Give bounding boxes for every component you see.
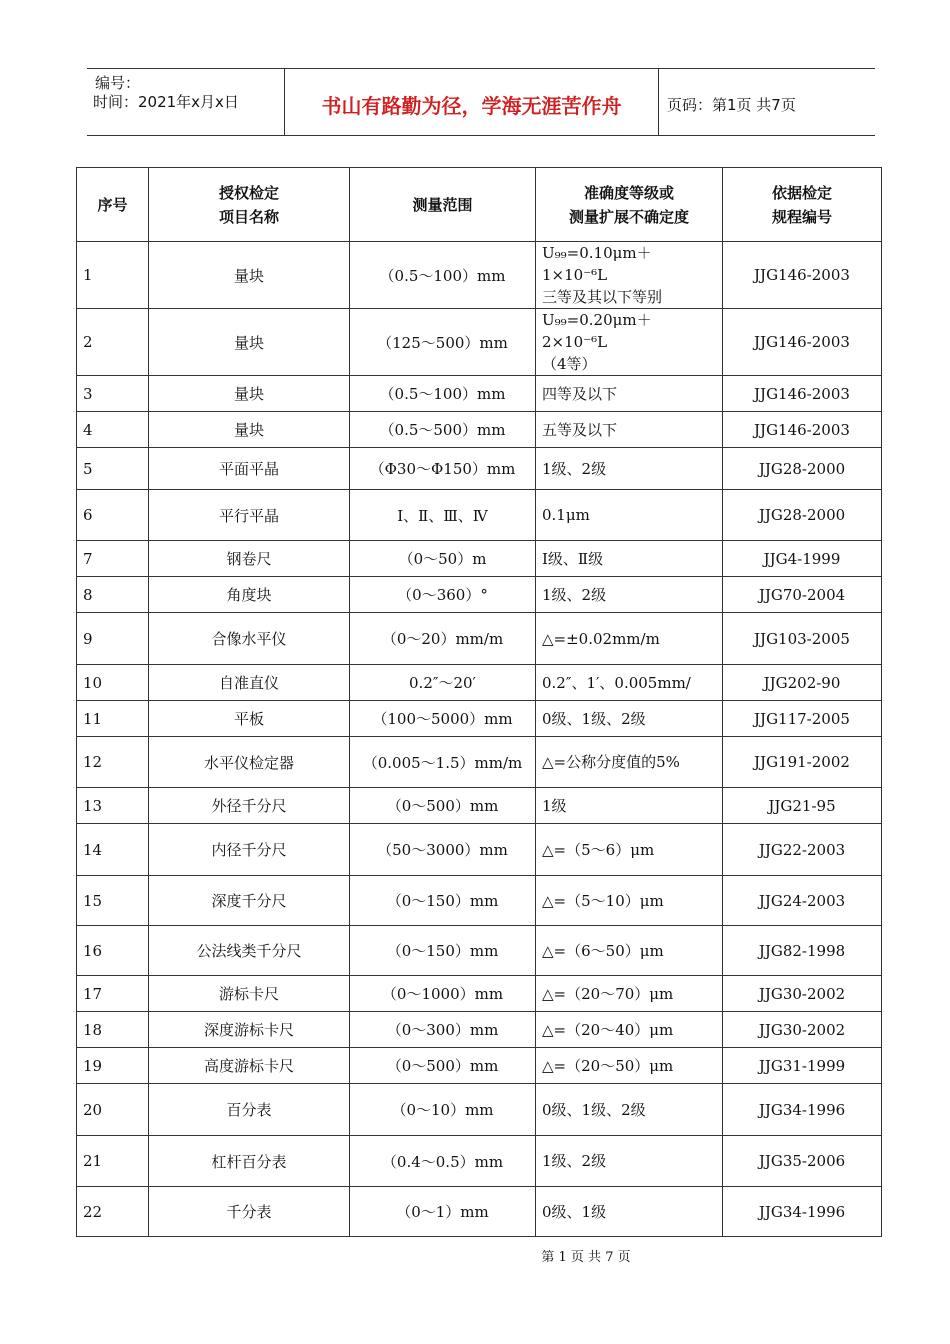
table-row [77,1084,882,1136]
row-number: 18 [77,1012,149,1048]
table-row [77,577,882,613]
table-row [77,1187,882,1237]
item-name: 钢卷尺 [149,541,350,577]
item-name: 量块 [149,412,350,448]
accuracy-line: 三等及其以下等别 [542,288,663,306]
header-meta [87,69,285,135]
row-number: 1 [77,242,149,309]
accuracy-line: 0级、1级、2级 [542,1100,646,1119]
header-name: 授权检定 项目名称 [149,168,350,242]
item-name: 量块 [149,376,350,412]
table-row [77,309,882,376]
accuracy [536,577,723,613]
row-number: 7 [77,541,149,577]
accuracy [536,412,723,448]
standard-code: JJG4-1999 [723,541,882,577]
measurement-range: （0.5～500）mm [350,412,536,448]
measurement-range: （50～3000）mm [350,824,536,876]
row-number: 9 [77,613,149,665]
accuracy-line: △=（5～10）μm [542,891,664,910]
page-header [87,68,875,136]
accuracy-line: △=（20～70）μm [542,984,674,1003]
accuracy-line: 五等及以下 [542,420,618,439]
measurement-range: （0～150）mm [350,926,536,976]
accuracy-line: △=（20～50）μm [542,1056,674,1075]
table-row [77,448,882,490]
item-name: 杠杆百分表 [149,1136,350,1187]
accuracy-line: U₉₉=0.20μm＋2×10⁻⁶L [542,311,652,351]
accuracy [536,490,723,541]
item-name: 量块 [149,242,350,309]
table-header-row [77,168,882,242]
standard-code: JJG117-2005 [723,701,882,737]
measurement-range: （0～300）mm [350,1012,536,1048]
header-no: 序号 [77,168,149,242]
measurement-range: （0～500）mm [350,788,536,824]
measurement-range: （Φ30～Φ150）mm [350,448,536,490]
standard-code: JJG146-2003 [723,309,882,376]
standard-code: JJG21-95 [723,788,882,824]
number-label: 编号： [95,74,141,92]
accuracy [536,824,723,876]
measurement-range: （0.5～100）mm [350,376,536,412]
row-number: 16 [77,926,149,976]
row-number: 6 [77,490,149,541]
row-number: 8 [77,577,149,613]
table-row [77,541,882,577]
accuracy [536,541,723,577]
item-name: 游标卡尺 [149,976,350,1012]
standard-code: JJG191-2002 [723,737,882,788]
measurement-range: （0～1000）mm [350,976,536,1012]
measurement-range: （0.5～100）mm [350,242,536,309]
accuracy-line: 1级、2级 [542,459,607,478]
measurement-range: （0～50）m [350,541,536,577]
accuracy-line: △=±0.02mm/m [542,629,660,648]
accuracy [536,448,723,490]
table-row [77,1012,882,1048]
item-name: 高度游标卡尺 [149,1048,350,1084]
measurement-range: （0～150）mm [350,876,536,926]
accuracy-line: （4等） [542,355,597,373]
accuracy [536,737,723,788]
accuracy [536,788,723,824]
item-name: 百分表 [149,1084,350,1136]
standard-code: JJG70-2004 [723,577,882,613]
standard-code: JJG202-90 [723,665,882,701]
table-row [77,412,882,448]
row-number: 17 [77,976,149,1012]
row-number: 5 [77,448,149,490]
accuracy [536,613,723,665]
measurement-range: （0～10）mm [350,1084,536,1136]
row-number: 22 [77,1187,149,1237]
table-row [77,242,882,309]
item-name: 自准直仪 [149,665,350,701]
accuracy-line: 1级、2级 [542,1152,607,1170]
row-number: 4 [77,412,149,448]
item-name: 内径千分尺 [149,824,350,876]
item-name: 水平仪检定器 [149,737,350,788]
row-number: 13 [77,788,149,824]
header-range: 测量范围 [350,168,536,242]
row-number: 11 [77,701,149,737]
table-row [77,876,882,926]
item-name: 平行平晶 [149,490,350,541]
time-label: 时间：2021年x月x日 [93,93,239,111]
standard-code: JJG35-2006 [723,1136,882,1187]
accuracy [536,242,723,309]
row-number: 12 [77,737,149,788]
accuracy-line: Ⅰ级、Ⅱ级 [542,549,604,568]
table-row [77,1136,882,1187]
standard-code: JJG146-2003 [723,412,882,448]
measurement-range: （0～500）mm [350,1048,536,1084]
accuracy-line: 0.2″、1′、0.005mm/ [542,673,691,692]
measurement-range: （0.005～1.5）mm/m [350,737,536,788]
item-name: 深度游标卡尺 [149,1012,350,1048]
measurement-range: Ⅰ、Ⅱ、Ⅲ、Ⅳ [350,490,536,541]
accuracy-line: △=（20～40）μm [542,1020,674,1039]
accuracy [536,976,723,1012]
accuracy-line: △=（6～50）μm [542,941,664,960]
standard-code: JJG146-2003 [723,376,882,412]
table-row [77,1048,882,1084]
accuracy-line: △=（5～6）μm [542,840,655,859]
accuracy [536,309,723,376]
row-number: 15 [77,876,149,926]
measurement-range: （0～360）° [350,577,536,613]
header-accuracy: 准确度等级或 测量扩展不确定度 [536,168,723,242]
accuracy [536,701,723,737]
table-row [77,613,882,665]
table-row [77,701,882,737]
accuracy-line: U₉₉=0.10μm＋1×10⁻⁶L [542,244,652,284]
accuracy-line: 1级 [542,796,567,815]
accuracy [536,1012,723,1048]
standard-code: JJG34-1996 [723,1187,882,1237]
page-indicator: 页码：第1页 共7页 [667,95,796,114]
item-name: 深度千分尺 [149,876,350,926]
standard-code: JJG146-2003 [723,242,882,309]
accuracy [536,1136,723,1187]
page-footer: 第 1 页 共 7 页 [541,1250,631,1265]
measurement-range: 0.2″～20′ [350,665,536,701]
measurement-range: （125～500）mm [350,309,536,376]
table-row [77,926,882,976]
item-name: 平面平晶 [149,448,350,490]
standard-code: JJG30-2002 [723,1012,882,1048]
measurement-range: （0～1）mm [350,1187,536,1237]
accuracy-line: 0级、1级、2级 [542,709,646,728]
standard-code: JJG34-1996 [723,1084,882,1136]
table-row [77,737,882,788]
item-name: 平板 [149,701,350,737]
item-name: 外径千分尺 [149,788,350,824]
row-number: 20 [77,1084,149,1136]
calibration-table [76,167,882,1237]
row-number: 10 [77,665,149,701]
table-row [77,665,882,701]
row-number: 19 [77,1048,149,1084]
accuracy [536,926,723,976]
row-number: 3 [77,376,149,412]
accuracy [536,665,723,701]
table-row [77,788,882,824]
standard-code: JJG30-2002 [723,976,882,1012]
accuracy [536,1048,723,1084]
table-row [77,490,882,541]
accuracy-line: △=公称分度值的5% [542,753,680,771]
table-row [77,824,882,876]
measurement-range: （0.4～0.5）mm [350,1136,536,1187]
motto: 书山有路勤为径，学海无涯苦作舟 [285,69,659,135]
accuracy [536,1084,723,1136]
table-row [77,976,882,1012]
table-row [77,376,882,412]
accuracy-line: 1级、2级 [542,585,607,604]
measurement-range: （100～5000）mm [350,701,536,737]
standard-code: JJG22-2003 [723,824,882,876]
item-name: 量块 [149,309,350,376]
measurement-range: （0～20）mm/m [350,613,536,665]
accuracy [536,376,723,412]
standard-code: JJG31-1999 [723,1048,882,1084]
row-number: 2 [77,309,149,376]
standard-code: JJG28-2000 [723,490,882,541]
row-number: 14 [77,824,149,876]
standard-code: JJG28-2000 [723,448,882,490]
accuracy-line: 0级、1级 [542,1202,607,1221]
accuracy [536,876,723,926]
standard-code: JJG82-1998 [723,926,882,976]
accuracy-line: 0.1μm [542,506,590,524]
item-name: 合像水平仪 [149,613,350,665]
row-number: 21 [77,1136,149,1187]
accuracy [536,1187,723,1237]
item-name: 公法线类千分尺 [149,926,350,976]
item-name: 千分表 [149,1187,350,1237]
item-name: 角度块 [149,577,350,613]
standard-code: JJG24-2003 [723,876,882,926]
accuracy-line: 四等及以下 [542,384,618,403]
header-standard: 依据检定 规程编号 [723,168,882,242]
standard-code: JJG103-2005 [723,613,882,665]
